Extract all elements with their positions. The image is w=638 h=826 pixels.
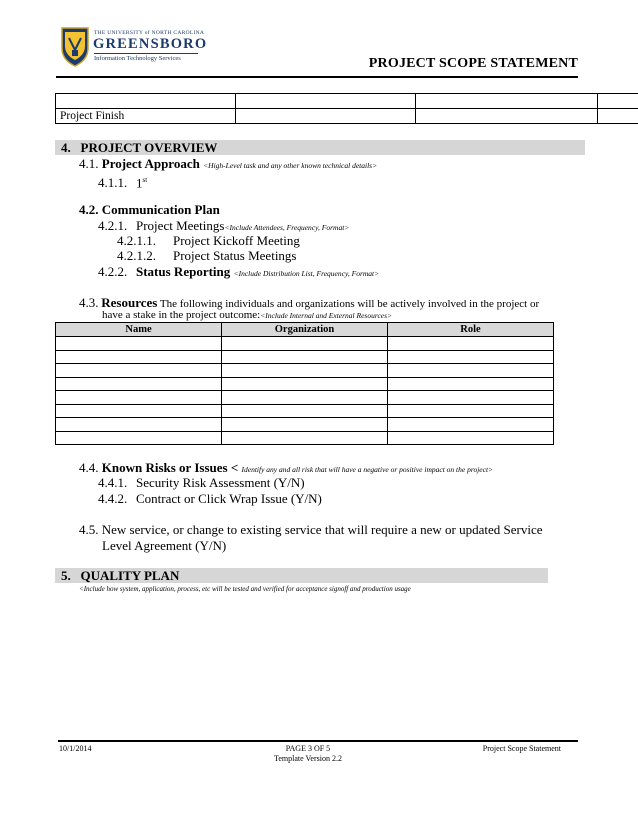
sla-line-2: Level Agreement (Y/N) <box>102 538 227 553</box>
template-version: Template Version 2.2 <box>274 754 342 763</box>
header-divider <box>56 76 578 78</box>
table-cell <box>598 94 638 109</box>
table-cell <box>388 391 554 405</box>
section-5-heading: 5. QUALITY PLAN <box>61 568 180 583</box>
column-header-name: Name <box>56 323 222 337</box>
table-cell <box>56 391 222 405</box>
table-cell <box>222 364 388 378</box>
approach-item: 4.1.1. 1st <box>98 175 148 191</box>
page-number: PAGE 3 OF 5 <box>285 744 331 753</box>
table-cell <box>222 337 388 351</box>
table-cell <box>416 94 598 109</box>
table-cell <box>56 364 222 378</box>
table-cell <box>598 109 638 124</box>
table-cell <box>222 377 388 391</box>
communication-plan-heading: 4.2. Communication Plan <box>79 202 220 217</box>
table-row <box>56 431 554 445</box>
risk-item-security: 4.4.1. Security Risk Assessment (Y/N) <box>98 475 305 490</box>
column-header-organization: Organization <box>222 323 388 337</box>
university-line: THE UNIVERSITY of NORTH CAROLINA <box>94 30 205 36</box>
campus-name: GREENSBORO <box>93 36 208 52</box>
table-cell <box>222 404 388 418</box>
table-cell <box>56 377 222 391</box>
table-cell <box>388 418 554 432</box>
risk-item-contract: 4.4.2. Contract or Click Wrap Issue (Y/N) <box>98 491 322 506</box>
table-row <box>56 109 638 124</box>
table-header-row <box>56 323 554 337</box>
known-risks-heading: 4.4. Known Risks or Issues < Identify any and all risk that will have a negative or positive impact on the project> <box>79 460 494 475</box>
table-cell <box>388 404 554 418</box>
table-cell <box>222 418 388 432</box>
resources-text-cont: have a stake in the project outcome:<Include Internal and External Resources> <box>102 309 393 321</box>
schedule-table <box>55 93 638 124</box>
table-row <box>56 364 554 378</box>
meeting-item-kickoff: 4.2.1.1. Project Kickoff Meeting <box>117 233 300 248</box>
column-header-role: Role <box>388 323 554 337</box>
footer-divider <box>58 740 578 742</box>
footer-doc-name: Project Scope Statement <box>482 744 561 753</box>
table-row <box>56 418 554 432</box>
table-row <box>56 337 554 351</box>
table-row <box>56 350 554 364</box>
status-reporting-heading: 4.2.2. Status Reporting <Include Distribution List, Frequency, Format> <box>98 264 380 279</box>
department-name: Information Technology Services <box>94 53 198 63</box>
document-title: PROJECT SCOPE STATEMENT <box>368 56 578 71</box>
footer-page-info <box>238 744 378 764</box>
table-row <box>56 377 554 391</box>
table-row <box>56 94 638 109</box>
table-cell: Project Finish <box>56 109 236 124</box>
shield-logo-icon <box>60 26 90 68</box>
project-meetings-heading: 4.2.1. Project Meetings<Include Attendees, Frequency, Format> <box>98 218 350 233</box>
table-row <box>56 404 554 418</box>
table-cell <box>416 109 598 124</box>
table-cell <box>388 377 554 391</box>
meeting-item-status: 4.2.1.2. Project Status Meetings <box>117 248 297 263</box>
sla-line-1: 4.5. New service, or change to existing service that will require a new or updated Service <box>79 522 543 537</box>
section-4-heading: 4. PROJECT OVERVIEW <box>61 140 218 155</box>
table-cell <box>56 418 222 432</box>
project-approach-heading: 4.1. Project Approach <High-Level task and any other known technical details> <box>79 156 378 171</box>
table-cell <box>236 94 416 109</box>
table-cell <box>56 337 222 351</box>
uncg-its-logo <box>60 26 210 72</box>
footer-date: 10/1/2014 <box>59 744 92 753</box>
table-cell <box>222 391 388 405</box>
table-cell <box>388 431 554 445</box>
quality-plan-note: <Include how system, application, process, etc will be tested and verified for acceptance signoff and production usage <box>79 585 411 593</box>
table-cell <box>388 350 554 364</box>
resources-heading: 4.3. Resources The following individuals and organizations will be actively involved in the project or <box>79 295 540 310</box>
table-cell <box>222 431 388 445</box>
table-cell <box>388 337 554 351</box>
table-cell <box>56 431 222 445</box>
table-cell <box>222 350 388 364</box>
resources-table <box>55 322 554 445</box>
table-cell <box>56 404 222 418</box>
table-cell <box>236 109 416 124</box>
table-cell <box>56 350 222 364</box>
table-row <box>56 391 554 405</box>
table-cell <box>388 364 554 378</box>
table-cell <box>56 94 236 109</box>
